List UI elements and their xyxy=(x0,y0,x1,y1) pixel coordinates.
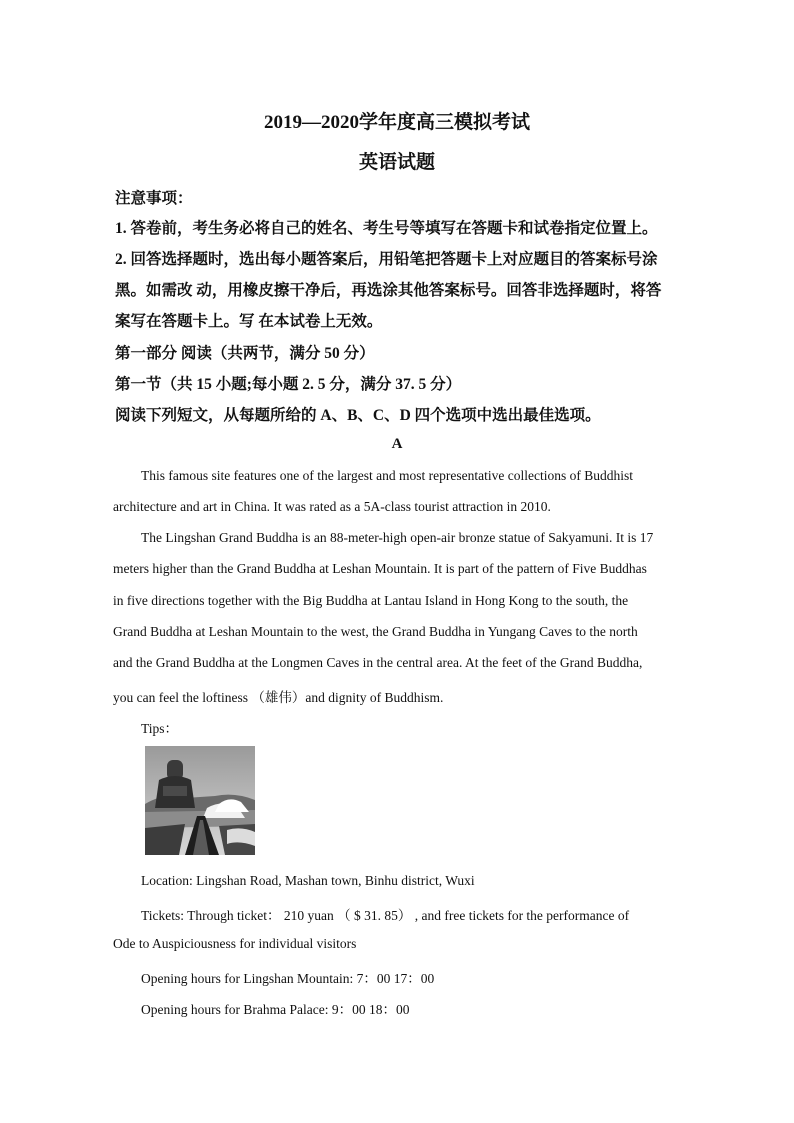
notice-item-2-line-1: 2. 回答选择题时，选出每小题答案后，用铅笔把答题卡上对应题目的答案标号涂 xyxy=(115,251,658,268)
notice-item-2-line-3: 案写在答题卡上。写 在本试卷上无效。 xyxy=(115,313,383,330)
notice-item-1: 1. 答卷前，考生务必将自己的姓名、考生号等填写在答题卡和试卷指定位置上。 xyxy=(115,220,658,237)
grand-buddha-image xyxy=(145,746,255,855)
passage-p2-line-3: in five directions together with the Big Buddha at Lantau Island in Hong Kong to the south, the xyxy=(113,593,629,608)
passage-p2-line-6: you can feel the loftiness （雄伟）and dignity of Buddhism. xyxy=(113,690,444,705)
passage-p2-line-2: meters higher than the Grand Buddha at Leshan Mountain. It is part of the pattern of Five Buddhas xyxy=(113,561,647,576)
passage-p2-line-5: and the Grand Buddha at the Longmen Caves in the central area. At the feet of the Grand Buddha, xyxy=(113,655,643,670)
exam-title: 2019—2020学年度高三模拟考试 xyxy=(263,112,530,133)
passage-p2-line-4: Grand Buddha at Leshan Mountain to the west, the Grand Buddha in Yungang Caves to the north xyxy=(113,624,638,639)
part1-heading: 第一部分 阅读（共两节，满分 50 分） xyxy=(115,345,375,362)
notice-item-2-line-2: 黑。如需改 动，用橡皮擦干净后，再选涂其他答案标号。回答非选择题时，将答 xyxy=(115,282,662,299)
passage-p2-line-1: The Lingshan Grand Buddha is an 88-meter-high open-air bronze statue of Sakyamuni. It is 17 xyxy=(141,530,654,545)
reading-instruction: 阅读下列短文，从每题所给的 A、B、C、D 四个选项中选出最佳选项。 xyxy=(115,407,601,424)
passage-p1-line-2: architecture and art in China. It was rated as a 5A-class tourist attraction in 2010. xyxy=(113,499,551,514)
tickets-line-2: Ode to Auspiciousness for individual visitors xyxy=(113,936,357,951)
passage-a-label: A xyxy=(391,436,403,452)
grand-buddha-photo xyxy=(145,746,255,855)
exam-subtitle: 英语试题 xyxy=(358,152,435,173)
location-line: Location: Lingshan Road, Mashan town, Binhu district, Wuxi xyxy=(141,873,475,888)
tips-label: Tips： xyxy=(141,721,179,736)
hours-brahma-palace: Opening hours for Brahma Palace: 9：00 18：00 xyxy=(141,1002,410,1017)
tickets-line-1: Tickets: Through ticket： 210 yuan （ $ 31. 85） , and free tickets for the performance of xyxy=(141,908,630,923)
section1-heading: 第一节（共 15 小题;每小题 2. 5 分，满分 37. 5 分） xyxy=(115,376,462,393)
hours-lingshan-mountain: Opening hours for Lingshan Mountain: 7：00 17：00 xyxy=(141,971,435,986)
notice-heading: 注意事项： xyxy=(115,190,193,207)
passage-p1-line-1: This famous site features one of the largest and most representative collections of Buddhist xyxy=(141,468,633,483)
